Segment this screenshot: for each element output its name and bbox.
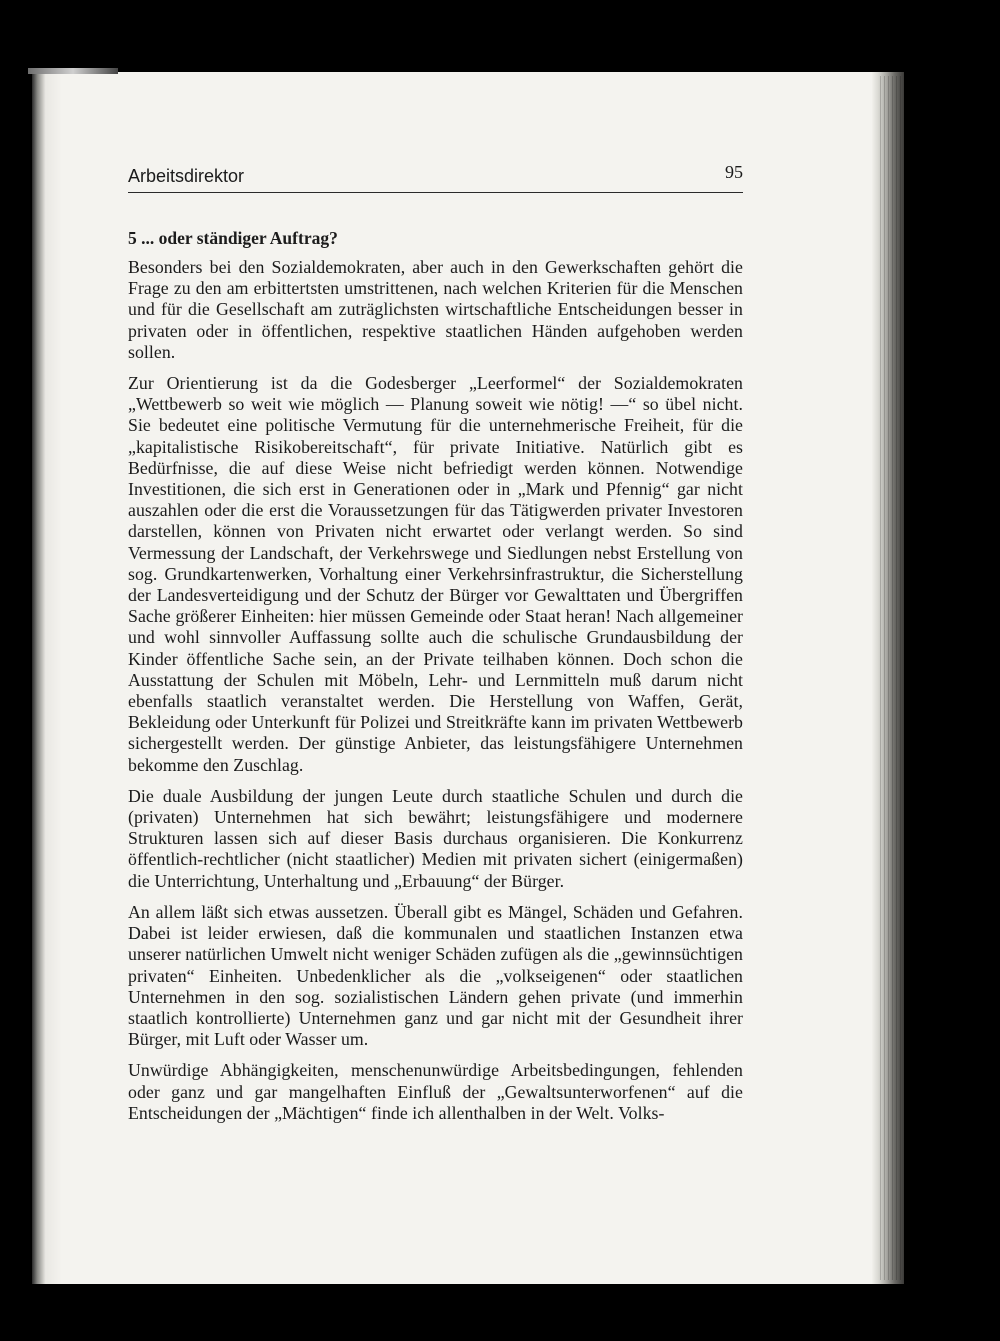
page-number: 95 — [725, 162, 743, 182]
page-content — [128, 160, 743, 1124]
running-head-title: Arbeitsdirektor — [128, 166, 245, 186]
paragraph-3: Die duale Ausbildung der jungen Leute durch staatliche Schulen und durch die (privaten) Unternehmen hat sich bewährt; leistungsfähigere und modernere Strukturen lassen sich auf dieser Basis durchaus organisieren. Die Konkurrenz öffentlich-rechtlicher (nicht staatlicher) Medien mit privaten sichert (einigermaßen) die Unterrichtung, Unterhaltung und „Erbauung“ der Bürger. — [128, 785, 743, 891]
scan-edge-artifact — [28, 68, 118, 74]
paragraph-5: Unwürdige Abhängigkeiten, menschenunwürdige Arbeitsbedingungen, fehlenden oder ganz und gar mangelhaften Einfluß der „Gewaltsunterworfenen“ auf die Entscheidungen der „Mächtigen“ finde ich allenthalben in der Welt. Volks- — [128, 1060, 743, 1123]
page-binding-shadow — [32, 72, 62, 1284]
paragraph-4: An allem läßt sich etwas aussetzen. Überall gibt es Mängel, Schäden und Gefahren. Dabei ist leider erwiesen, daß die kommunalen und staatlichen Instanzen etwa unserer natürlichen Umwelt nicht weniger Schäden zufügen als die „gewinnsüchtigen privaten“ Einheiten. Unbedenklicher als die „volkseigenen“ oder staatlichen Unternehmen in den sog. sozialistischen Ländern gehen private (und immerhin staatlich kontrollierte) Unternehmen ganz und gar nicht mit der Gesundheit ihrer Bürger, mit Luft oder Wasser um. — [128, 901, 743, 1050]
section-heading: 5 ... oder ständiger Auftrag? — [128, 228, 338, 248]
paragraph-2: Zur Orientierung ist da die Godesberger „Leerformel“ der Sozialdemokraten „Wettbewerb so weit wie möglich — Planung soweit wie nötig! —“ so übel nicht. Sie bedeutet eine politische Vermutung für die unternehmerische Freiheit, für die „kapitalistische Risikobereitschaft“, für private Initiative. Natürlich gibt es Bedürfnisse, die auf diese Weise nicht befriedigt werden können. Notwendige Investitionen, die sich erst in Generationen oder in „Mark und Pfennig“ gar nicht auszahlen oder die erst die Voraussetzungen für das Tätigwerden privater Investoren darstellen, können von Privaten nicht erwartet oder verlangt werden. So sind Vermessung der Landschaft, der Verkehrswege und Siedlungen nebst Erstellung von sog. Grundkartenwerken, Vorhaltung einer Verkehrsinfrastruktur, die Sicherstellung der Landesverteidigung und der Schutz der Bürger vor Gewalttaten und Übergriffen Sache größerer Einheiten: hier müssen Gemeinde oder Staat heran! Nach allgemeiner und wohl sinnvoller Auffassung sollte auch die schulische Grundausbildung der Kinder öffentliche Sache sein, an der Private teilhaben können. Doch schon die Ausstattung der Schulen mit Möbeln, Lehr- und Lernmitteln muß darum nicht ebenfalls staatlich veranstaltet werden. Die Herstellung von Waffen, Gerät, Bekleidung oder Unterkunft für Polizei und Streitkräfte kann im privaten Wettbewerb sichergestellt werden. Der günstige Anbieter, das leistungsfähigere Unternehmen bekomme den Zuschlag. — [128, 373, 743, 775]
page-stack-lines — [880, 76, 902, 1280]
paragraph-1: Besonders bei den Sozialdemokraten, aber auch in den Gewerkschaften gehört die Frage zu den am erbittertsten umstrittenen, nach welchen Kriterien für die Menschen und für die Gesellschaft am zuträglichsten wirtschaftliche Entscheidungen besser in privaten oder in öffentlichen, respektive staatlichen Händen aufgehoben werden sollen. — [128, 257, 743, 362]
running-head — [128, 160, 743, 193]
